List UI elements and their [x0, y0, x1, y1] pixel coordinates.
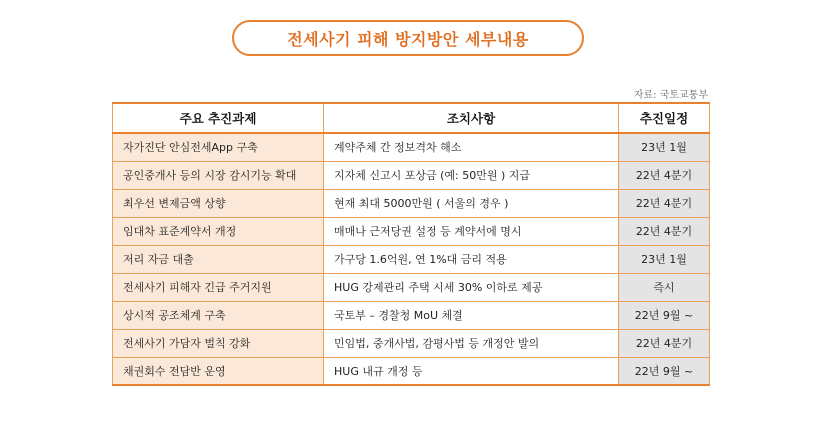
table-row: [113, 161, 710, 189]
schedule-cell: 즉시: [619, 273, 710, 301]
header-task: 주요 추진과제: [113, 103, 324, 133]
action-cell: 지자체 신고시 포상금 (예: 50만원 ) 지급: [324, 161, 619, 189]
action-cell: 현재 최대 5000만원 ( 서울의 경우 ): [324, 189, 619, 217]
task-cell: 상시적 공조체계 구축: [113, 301, 324, 329]
table-header-row: [113, 103, 710, 133]
action-cell: HUG 내규 개정 등: [324, 357, 619, 385]
header-action: 조치사항: [324, 103, 619, 133]
schedule-cell: 22년 4분기: [619, 189, 710, 217]
schedule-cell: 22년 9월 ~: [619, 301, 710, 329]
table-row: [113, 329, 710, 357]
table-row: [113, 357, 710, 385]
schedule-cell: 22년 4분기: [619, 161, 710, 189]
action-cell: 국토부 – 경찰청 MoU 체결: [324, 301, 619, 329]
task-cell: 임대차 표준계약서 개정: [113, 217, 324, 245]
task-cell: 전세사기 피해자 긴급 주거지원: [113, 273, 324, 301]
header-schedule: 추진일정: [619, 103, 710, 133]
schedule-cell: 22년 4분기: [619, 329, 710, 357]
action-cell: 민임법, 중개사법, 감평사법 등 개정안 발의: [324, 329, 619, 357]
schedule-cell: 23년 1월: [619, 133, 710, 161]
action-cell: 가구당 1.6억원, 연 1%대 금리 적용: [324, 245, 619, 273]
action-cell: HUG 강제관리 주택 시세 30% 이하로 제공: [324, 273, 619, 301]
action-cell: 계약주체 간 정보격차 해소: [324, 133, 619, 161]
table-row: [113, 217, 710, 245]
task-cell: 자가진단 안심전세App 구축: [113, 133, 324, 161]
task-cell: 공인중개사 등의 시장 감시기능 확대: [113, 161, 324, 189]
measures-table: [112, 102, 710, 386]
table-row: [113, 301, 710, 329]
schedule-cell: 22년 9월 ~: [619, 357, 710, 385]
task-cell: 채권회수 전담반 운영: [113, 357, 324, 385]
action-cell: 매매나 근저당권 설정 등 계약서에 명시: [324, 217, 619, 245]
page-title: 전세사기 피해 방지방안 세부내용: [232, 20, 584, 56]
table-row: [113, 273, 710, 301]
task-cell: 저리 자금 대출: [113, 245, 324, 273]
table-row: [113, 245, 710, 273]
schedule-cell: 23년 1월: [619, 245, 710, 273]
table-row: [113, 189, 710, 217]
source-note: 자료: 국토교통부: [633, 90, 708, 101]
task-cell: 최우선 변제금액 상향: [113, 189, 324, 217]
schedule-cell: 22년 4분기: [619, 217, 710, 245]
task-cell: 전세사기 가담자 벌칙 강화: [113, 329, 324, 357]
table-row: [113, 133, 710, 161]
